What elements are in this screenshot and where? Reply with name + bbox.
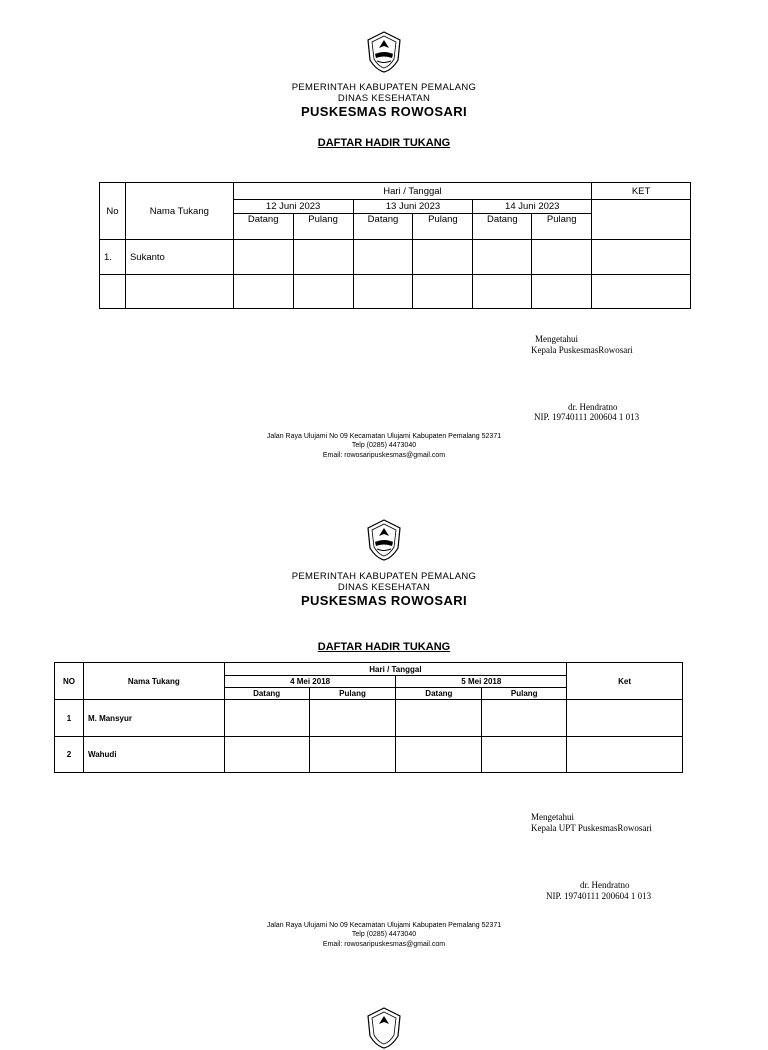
cell [353, 240, 413, 275]
cell [482, 737, 567, 773]
row-name [125, 275, 233, 309]
cell [309, 700, 396, 737]
cell [233, 240, 293, 275]
row-no [100, 275, 126, 309]
cell [233, 275, 293, 309]
table-row [55, 700, 683, 737]
row-no: 1. [100, 240, 126, 275]
cell [482, 700, 567, 737]
table-row [55, 737, 683, 773]
subheader-pulang: Pulang [309, 688, 396, 700]
subheader-pulang: Pulang [532, 214, 592, 240]
subheader-datang: Datang [353, 214, 413, 240]
signature-label: Mengetahui [535, 334, 578, 344]
regency-crest-emblem [364, 518, 404, 562]
cell [413, 275, 473, 309]
header-date: 5 Mei 2018 [396, 676, 567, 688]
header-date: 14 Juni 2023 [473, 200, 592, 214]
cell [532, 240, 592, 275]
cell [396, 737, 482, 773]
header-date: 12 Juni 2023 [233, 200, 353, 214]
subheader-pulang: Pulang [482, 688, 567, 700]
header-department: DINAS KESEHATAN [337, 93, 431, 104]
header-ket-blank [592, 200, 691, 240]
cell [473, 275, 532, 309]
row-name: Sukanto [125, 240, 233, 275]
footer-email: Email: rowosaripuskesmas@gmail.com [322, 941, 446, 948]
document-title: DAFTAR HADIR TUKANG [317, 641, 451, 653]
cell [567, 737, 683, 773]
cell [567, 700, 683, 737]
footer-phone: Telp (0285) 4473040 [351, 931, 417, 938]
header-date: 4 Mei 2018 [224, 676, 396, 688]
cell [592, 275, 691, 309]
signature-nip: NIP. 19740111 200604 1 013 [546, 891, 652, 901]
footer-email: Email: rowosaripuskesmas@gmail.com [322, 452, 446, 459]
subheader-pulang: Pulang [293, 214, 353, 240]
cell [309, 737, 396, 773]
header-puskesmas: PUSKESMAS ROWOSARI [300, 593, 468, 608]
row-name: Wahudi [83, 737, 224, 773]
header-no: NO [55, 663, 84, 700]
header-date: 13 Juni 2023 [353, 200, 473, 214]
header-government: PEMERINTAH KABUPATEN PEMALANG [291, 571, 477, 582]
cell [224, 700, 309, 737]
row-no: 1 [55, 700, 84, 737]
row-no: 2 [55, 737, 84, 773]
signature-label: Mengetahui [531, 812, 574, 822]
header-name: Nama Tukang [125, 183, 233, 240]
header-department: DINAS KESEHATAN [337, 582, 431, 593]
footer-address: Jalan Raya Ulujami No 09 Kecamatan Ulujami Kabupaten Pemalang 52371 [266, 922, 502, 929]
signature-name: dr. Hendratno [580, 880, 630, 890]
table-row [100, 240, 691, 275]
cell [293, 240, 353, 275]
header-ket: KET [592, 183, 691, 200]
cell [224, 737, 309, 773]
subheader-datang: Datang [224, 688, 309, 700]
subheader-pulang: Pulang [413, 214, 473, 240]
attendance-table [54, 662, 683, 773]
signature-position: Kepala UPT PuskesmasRowosari [531, 823, 652, 833]
cell [293, 275, 353, 309]
cell [396, 700, 482, 737]
row-name: M. Mansyur [83, 700, 224, 737]
cell [592, 240, 691, 275]
regency-crest-emblem [364, 30, 404, 74]
cell [532, 275, 592, 309]
subheader-datang: Datang [473, 214, 532, 240]
header-no: No [100, 183, 126, 240]
header-date-group: Hari / Tanggal [233, 183, 591, 200]
header-ket: Ket [567, 663, 683, 700]
header-puskesmas: PUSKESMAS ROWOSARI [300, 104, 468, 119]
signature-name: dr. Hendratno [568, 402, 618, 412]
table-row [100, 275, 691, 309]
footer-address: Jalan Raya Ulujami No 09 Kecamatan Ulujami Kabupaten Pemalang 52371 [266, 433, 502, 440]
attendance-table [99, 182, 691, 309]
cell [473, 240, 532, 275]
subheader-datang: Datang [233, 214, 293, 240]
header-name: Nama Tukang [83, 663, 224, 700]
cell [413, 240, 473, 275]
header-government: PEMERINTAH KABUPATEN PEMALANG [291, 82, 477, 93]
document-title: DAFTAR HADIR TUKANG [317, 137, 451, 149]
regency-crest-emblem [364, 1006, 404, 1050]
signature-position: Kepala PuskesmasRowosari [531, 345, 633, 355]
signature-nip: NIP. 19740111 200604 1 013 [534, 412, 640, 422]
subheader-datang: Datang [396, 688, 482, 700]
footer-phone: Telp (0285) 4473040 [351, 442, 417, 449]
cell [353, 275, 413, 309]
header-date-group: Hari / Tanggal [224, 663, 566, 676]
